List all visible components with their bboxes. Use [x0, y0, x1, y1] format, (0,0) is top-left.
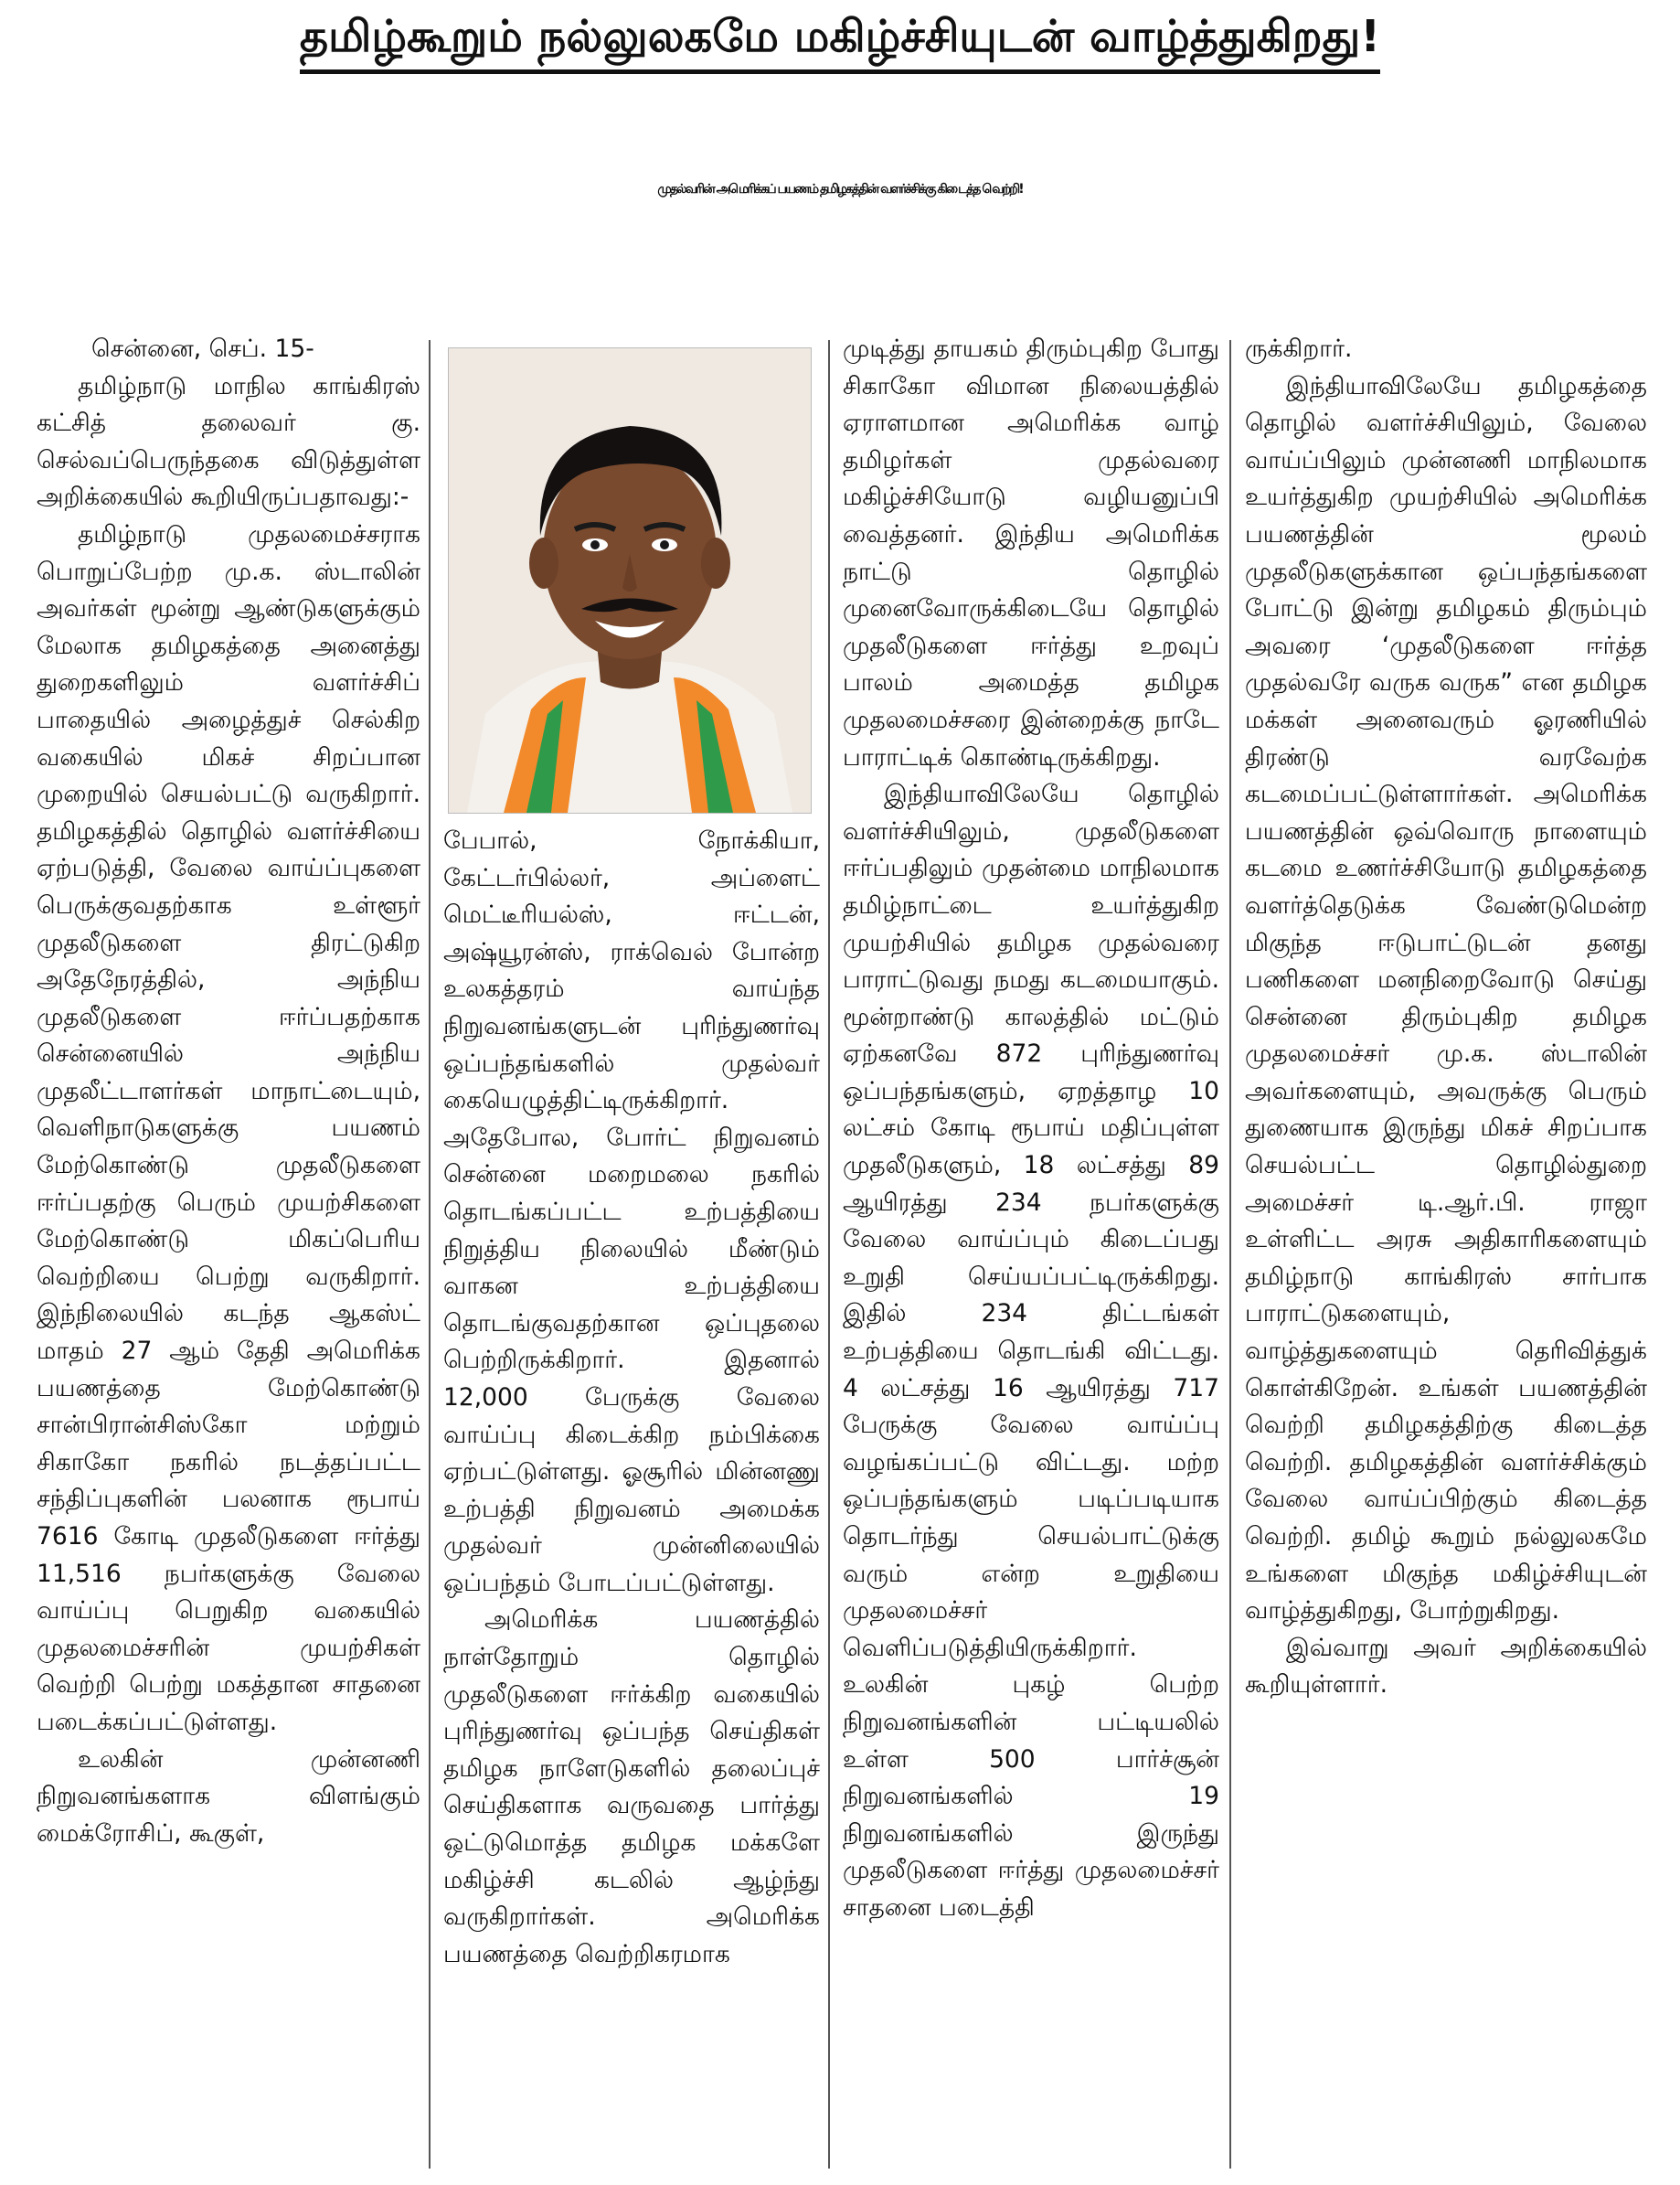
- article-column-4: [1245, 331, 1647, 2178]
- paragraph: இந்தியாவிலேயே தொழில் வளர்ச்சியிலும், முதலீடுகளை ஈர்ப்பதிலும் முதன்மை மாநிலமாக தமிழ்நாட்டை உயர்த்துகிற முயற்சியில் தமிழக முதல்வரை பாராட்டுவது நமது கடமையாகும். மூன்றாண்டு காலத்தில் மட்டும் ஏற்கனவே 872 புரிந்துணர்வு ஒப்பந்தங்களும், ஏறத்தாழ 10 லட்சம் கோடி ரூபாய் மதிப்புள்ள முதலீடுகளும், 18 லட்சத்து 89 ஆயிரத்து 234 நபர்களுக்கு வேலை வாய்ப்பும் கிடைப்பது உறுதி செய்யப்பட்டிருக்கிறது. இதில் 234 திட்டங்கள் உற்பத்தியை தொடங்கி விட்டது. 4 லட்சத்து 16 ஆயிரத்து 717 பேருக்கு வேலை வாய்ப்பு வழங்கப்பட்டு விட்டது. மற்ற ஒப்பந்தங்களும் படிப்படியாக தொடர்ந்து செயல்பாட்டுக்கு வரும் என்ற உறுதியை முதலமைச்சர் வெளிப்படுத்தியிருக்கிறார். உலகின் புகழ் பெற்ற நிறுவனங்களின் பட்டியலில் உள்ள 500 பார்ச்சூன் நிறுவனங்களில் 19 நிறுவனங்களில் இருந்து முதலீடுகளை ஈர்த்து முதலமைச்சர் சாதனை படைத்தி: [843, 780, 1219, 1922]
- paragraph: தமிழ்நாடு முதலமைச்சராக பொறுப்பேற்ற மு.க. ஸ்டாலின் அவர்கள் மூன்று ஆண்டுகளுக்கும் மேலாக தமிழகத்தை அனைத்து துறைகளிலும் வளர்ச்சிப் பாதையில் அழைத்துச் செல்கிற வகையில் மிகச் சிறப்பான முறையில் செயல்பட்டு வருகிறார். தமிழகத்தில் தொழில் வளர்ச்சியை ஏற்படுத்தி, வேலை வாய்ப்புகளை பெருக்குவதற்காக உள்ளூர் முதலீடுகளை திரட்டுகிற அதேநேரத்தில், அந்நிய முதலீடுகளை ஈர்ப்பதற்காக சென்னையில் அந்நிய முதலீட்டாளர்கள் மாநாட்டையும், வெளிநாடுகளுக்கு பயணம் மேற்கொண்டு முதலீடுகளை ஈர்ப்பதற்கு பெரும் முயற்சிகளை மேற்கொண்டு மிகப்பெரிய வெற்றியை பெற்று வருகிறார். இந்நிலையில் கடந்த ஆகஸ்ட் மாதம் 27 ஆம் தேதி அமெரிக்க பயணத்தை மேற்கொண்டு சான்பிரான்சிஸ்கோ மற்றும் சிகாகோ நகரில் நடத்தப்பட்ட சந்திப்புகளின் பலனாக ரூபாய் 7616 கோடி முதலீடுகளை ஈர்த்து 11,516 நபர்களுக்கு வேலை வாய்ப்பு பெறுகிற வகையில் முதலமைச்சரின் முயற்சிகள் வெற்றி பெற்று மகத்தான சாதனை படைக்கப்பட்டுள்ளது.: [37, 519, 420, 1736]
- article-column-3: [843, 331, 1219, 2178]
- column-divider: [828, 340, 830, 2169]
- paragraph: அமெரிக்க பயணத்தில் நாள்தோறும் தொழில் முதலீடுகளை ஈர்க்கிற வகையில் புரிந்துணர்வு ஒப்பந்த செய்திகள் தமிழக நாளேடுகளில் தலைப்புச் செய்திகளாக வருவதை பார்த்து ஒட்டுமொத்த தமிழக மக்களே மகிழ்ச்சி கடலில் ஆழ்ந்து வருகிறார்கள். அமெரிக்க பயணத்தை வெற்றிகரமாக: [443, 1605, 820, 1968]
- paragraph: உலகின் முன்னணி நிறுவனங்களாக விளங்கும் மைக்ரோசிப், கூகுள்,: [37, 1744, 420, 1848]
- headline: முதல்வரின் அமெரிக்கப் பயணம் தமிழகத்தின் வளர்ச்சிக்கு கிடைத்த வெற்றி!: [657, 181, 1023, 197]
- portrait-photo: [448, 347, 812, 814]
- person-portrait-icon: [449, 348, 811, 813]
- column-divider: [1229, 340, 1231, 2169]
- paragraph: இவ்வாறு அவர் அறிக்கையில் கூறியுள்ளார்.: [1245, 1633, 1647, 1700]
- dateline: சென்னை, செப். 15-: [91, 335, 314, 363]
- paragraph: இந்தியாவிலேயே தமிழகத்தை தொழில் வளர்ச்சியிலும், வேலை வாய்ப்பிலும் முன்னணி மாநிலமாக உயர்த்துகிற முயற்சியில் அமெரிக்க பயணத்தின் மூலம் முதலீடுகளுக்கான ஒப்பந்தங்களை போட்டு இன்று தமிழகம் திரும்பும் அவரை ‘முதலீடுகளை ஈர்த்த முதல்வரே வருக வருக” என தமிழக மக்கள் அனைவரும் ஓரணியில் திரண்டு வரவேற்க கடமைப்பட்டுள்ளார்கள். அமெரிக்க பயணத்தின் ஒவ்வொரு நாளையும் கடமை உணர்ச்சியோடு தமிழகத்தை வளர்த்தெடுக்க வேண்டுமென்ற மிகுந்த ஈடுபாட்டுடன் தனது பணிகளை மனநிறைவோடு செய்து சென்னை திரும்புகிற தமிழக முதலமைச்சர் மு.க. ஸ்டாலின் அவர்களையும், அவருக்கு பெரும் துணையாக இருந்து மிகச் சிறப்பாக செயல்பட்ட தொழில்துறை அமைச்சர் டி.ஆர்.பி. ராஜா உள்ளிட்ட அரசு அதிகாரிகளையும் தமிழ்நாடு காங்கிரஸ் சார்பாக பாராட்டுகளையும், வாழ்த்துகளையும் தெரிவித்துக் கொள்கிறேன். உங்கள் பயணத்தின் வெற்றி தமிழகத்திற்கு கிடைத்த வெற்றி. தமிழகத்தின் வளர்ச்சிக்கும் வேலை வாய்ப்பிற்கும் கிடைத்த வெற்றி. தமிழ் கூறும் நல்லுலகமே உங்களை மிகுந்த மகிழ்ச்சியுடன் வாழ்த்துகிறது, போற்றுகிறது.: [1245, 371, 1647, 1625]
- kicker-heading: [0, 0, 1680, 84]
- article-column-2: [443, 823, 820, 2176]
- paragraph: தமிழ்நாடு மாநில காங்கிரஸ் கட்சித் தலைவர் கு. செல்வப்பெருந்தகை விடுத்துள்ள அறிக்கையில் கூறியிருப்பதாவது:-: [37, 371, 420, 512]
- paragraph: ருக்கிறார்.: [1245, 335, 1353, 363]
- paragraph: பேபால், நோக்கியா, கேட்டர்பில்லர், அப்ளைட் மெட்டீரியல்ஸ், ஈட்டன், அஷ்யூரன்ஸ், ராக்வெல் போன்ற உலகத்தரம் வாய்ந்த நிறுவனங்களுடன் புரிந்துணர்வு ஒப்பந்தங்களில் முதல்வர் கையெழுத்திட்டிருக்கிறார். அதேபோல, போர்ட் நிறுவனம் சென்னை மறைமலை நகரில் தொடங்கப்பட்ட உற்பத்தியை நிறுத்திய நிலையில் மீண்டும் வாகன உற்பத்தியை தொடங்குவதற்கான ஒப்புதலை பெற்றிருக்கிறார். இதனால் 12,000 பேருக்கு வேலை வாய்ப்பு கிடைக்கிற நம்பிக்கை ஏற்பட்டுள்ளது. ஓசூரில் மின்னணு உற்பத்தி நிறுவனம் அமைக்க முதல்வர் முன்னிலையில் ஒப்பந்தம் போடப்பட்டுள்ளது.: [443, 826, 820, 1597]
- subheadline: [0, 256, 1680, 329]
- kicker-text: தமிழ்கூறும் நல்லுலகமே மகிழ்ச்சியுடன் வாழ்த்துகிறது!: [300, 11, 1380, 74]
- article-column-1: [37, 331, 420, 2178]
- column-divider: [429, 340, 431, 2169]
- paragraph: முடித்து தாயகம் திரும்புகிற போது சிகாகோ விமான நிலையத்தில் ஏராளமான அமெரிக்க வாழ் தமிழர்கள் முதல்வரை மகிழ்ச்சியோடு வழியனுப்பி வைத்தனர். இந்திய அமெரிக்க நாட்டு தொழில் முனைவோருக்கிடையே தொழில் முதலீடுகளை ஈர்த்து உறவுப் பாலம் அமைத்த தமிழக முதலமைச்சரை இன்றைக்கு நாடே பாராட்டிக் கொண்டிருக்கிறது.: [843, 335, 1219, 772]
